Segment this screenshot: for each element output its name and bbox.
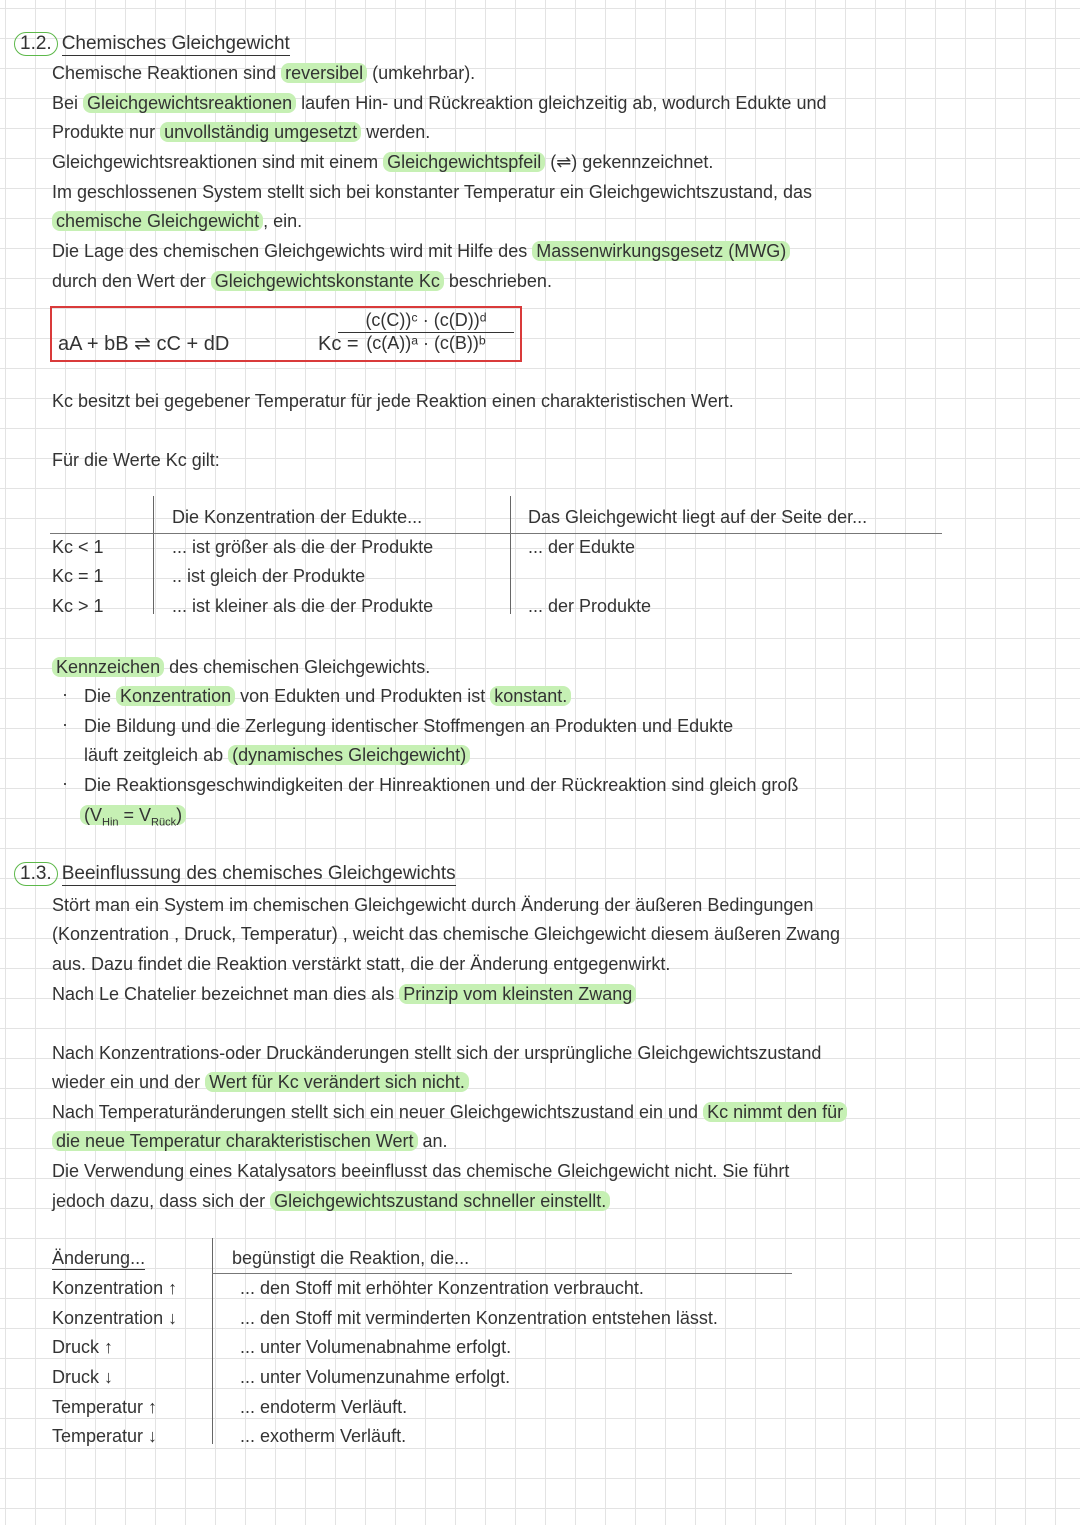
bullet-item-continued	[80, 803, 186, 835]
text-line: Nach Le Chatelier bezeichnet man dies als Prinzip vom kleinsten Zwang	[52, 982, 636, 1006]
section-heading-1-2	[14, 32, 290, 56]
highlight: Kennzeichen	[52, 657, 164, 677]
table-divider	[153, 496, 154, 614]
text-line: Bei Gleichgewichtsreaktionen laufen Hin- und Rückreaktion gleichzeitig ab, wodurch Edukte und	[52, 93, 827, 113]
bullet-item: Die Reaktionsgeschwindigkeiten der Hinreaktionen und der Rückreaktion sind gleich groß	[84, 775, 799, 795]
highlight: Prinzip vom kleinsten Zwang	[399, 984, 636, 1004]
highlight: Konzentration	[116, 686, 235, 706]
table-cell-change: Druck ↑	[52, 1337, 114, 1357]
text-line: Stört man ein System im chemischen Gleichgewicht durch Änderung der äußeren Bedingungen	[52, 895, 814, 915]
table-divider	[212, 1238, 213, 1444]
section-number: 1.3.	[14, 862, 58, 886]
table-cell-change: Druck ↓	[52, 1367, 114, 1387]
table-header: Das Gleichgewicht liegt auf der Seite der...	[528, 507, 868, 527]
table-header-line	[50, 533, 942, 534]
text-line: jedoch dazu, dass sich der Gleichgewichtszustand schneller einstellt.	[52, 1189, 610, 1213]
highlight: $(V_{Hin} = V_{Rück})$	[80, 805, 186, 825]
section-title: Chemisches Gleichgewicht	[61, 33, 290, 54]
highlight: konstant.	[490, 686, 571, 706]
table-cell-effect: ... unter Volumenzunahme erfolgt.	[240, 1367, 511, 1387]
bullet-item: Die Konzentration von Edukten und Produkten ist konstant.	[84, 684, 571, 708]
text-line: Für die Werte Kc gilt:	[52, 450, 220, 470]
text-line: durch den Wert der Gleichgewichtskonstante Kc beschrieben.	[52, 271, 552, 291]
highlight: Kc nimmt den für	[703, 1102, 847, 1122]
table-cell-change: Temperatur ↓	[52, 1426, 158, 1446]
table-divider	[510, 496, 511, 614]
table-cell-concentration: ... ist kleiner als die der Produkte	[172, 596, 434, 616]
table-cell-side: ... der Produkte	[528, 596, 652, 616]
table-cell-condition: Kc > 1	[52, 596, 104, 616]
text-line: Die Lage des chemischen Gleichgewichts wird mit Hilfe des Massenwirkungsgesetz (MWG)	[52, 239, 790, 263]
section-heading-1-3	[14, 862, 456, 886]
highlight: die neue Temperatur charakteristischen Wert	[52, 1131, 418, 1151]
table-header: Änderung...	[52, 1248, 146, 1268]
highlight: chemische Gleichgewicht	[52, 211, 263, 231]
table-cell-effect: ... unter Volumenabnahme erfolgt.	[240, 1337, 512, 1357]
table-cell-effect: ... endoterm Verläuft.	[240, 1397, 408, 1417]
text-line: die neue Temperatur charakteristischen Wert an.	[52, 1129, 448, 1153]
table-header-line	[212, 1273, 792, 1274]
text-line: wieder ein und der Wert für Kc verändert sich nicht.	[52, 1070, 469, 1094]
highlight: Gleichgewichtspfeil	[383, 152, 545, 172]
bullet-dot: ·	[62, 684, 68, 704]
text-line: Nach Konzentrations-oder Druckänderungen stellt sich der ursprüngliche Gleichgewichtszustand	[52, 1043, 822, 1063]
text-line: Produkte nur unvollständig umgesetzt werden.	[52, 122, 431, 142]
bullet-dot: ·	[62, 773, 68, 793]
text-line: Im geschlossenen System stellt sich bei konstanter Temperatur ein Gleichgewichtszustand, das	[52, 182, 813, 202]
table-cell-change: Temperatur ↑	[52, 1397, 158, 1417]
table-cell-effect: ... exotherm Verläuft.	[240, 1426, 407, 1446]
text-line: Kc besitzt bei gegebener Temperatur für jede Reaktion einen charakteristischen Wert.	[52, 391, 734, 411]
table-cell-condition: Kc < 1	[52, 537, 104, 557]
table-cell-side: ... der Edukte	[528, 537, 636, 557]
highlight: unvollständig umgesetzt	[160, 122, 361, 142]
text-line: Gleichgewichtsreaktionen sind mit einem Gleichgewichtspfeil (⇌) gekennzeichnet.	[52, 152, 714, 172]
fraction-numerator: (c(C))ᶜ · (c(D))ᵈ	[338, 310, 514, 333]
highlight: Massenwirkungsgesetz (MWG)	[532, 241, 790, 261]
mwg-fraction	[338, 310, 514, 354]
section-number: 1.2.	[14, 32, 58, 56]
table-cell-condition: Kc = 1	[52, 566, 104, 586]
text-line: Die Verwendung eines Katalysators beeinflusst das chemische Gleichgewicht nicht. Sie führt	[52, 1161, 790, 1181]
table-cell-change: Konzentration ↓	[52, 1308, 178, 1328]
section-title: Beeinflussung des chemisches Gleichgewichts	[61, 863, 456, 884]
kc-label: Kc =	[318, 333, 359, 355]
highlight: (dynamisches Gleichgewicht)	[228, 745, 470, 765]
text-line: Nach Temperaturänderungen stellt sich ein neuer Gleichgewichtszustand ein und Kc nimmt den für	[52, 1100, 847, 1124]
table-header: begünstigt die Reaktion, die...	[232, 1248, 470, 1268]
table-cell-concentration: ... ist größer als die der Produkte	[172, 537, 434, 557]
highlight: Gleichgewichtskonstante Kc	[211, 271, 444, 291]
table-cell-effect: ... den Stoff mit erhöhter Konzentration verbraucht.	[240, 1278, 644, 1298]
text-line: Kennzeichen des chemischen Gleichgewichts.	[52, 655, 430, 679]
table-cell-change: Konzentration ↑	[52, 1278, 178, 1298]
table-cell-concentration: .. ist gleich der Produkte	[172, 566, 366, 586]
bullet-dot: ·	[62, 714, 68, 734]
bullet-item: Die Bildung und die Zerlegung identischer Stoffmengen an Produkten und Edukte	[84, 716, 734, 736]
text-line: aus. Dazu findet die Reaktion verstärkt statt, die der Änderung entgegenwirkt.	[52, 954, 671, 974]
text-line: Chemische Reaktionen sind reversibel (umkehrbar).	[52, 63, 476, 83]
text-line: (Konzentration , Druck, Temperatur) , weicht das chemische Gleichgewicht diesem äußeren Zwang	[52, 924, 841, 944]
reaction-equation: aA + bB ⇌ cC + dD	[58, 333, 230, 355]
highlight: Wert für Kc verändert sich nicht.	[205, 1072, 469, 1092]
highlight: reversibel	[281, 63, 367, 83]
text-line: chemische Gleichgewicht , ein.	[52, 209, 302, 233]
highlight: Gleichgewichtszustand schneller einstellt.	[270, 1191, 610, 1211]
table-cell-effect: ... den Stoff mit verminderten Konzentration entstehen lässt.	[240, 1308, 718, 1328]
bullet-item-continued: läuft zeitgleich ab (dynamisches Gleichgewicht)	[84, 743, 470, 767]
fraction-denominator: (c(A))ᵃ · (c(B))ᵇ	[366, 333, 486, 353]
highlight: Gleichgewichtsreaktionen	[83, 93, 296, 113]
table-header: Die Konzentration der Edukte...	[172, 507, 423, 527]
